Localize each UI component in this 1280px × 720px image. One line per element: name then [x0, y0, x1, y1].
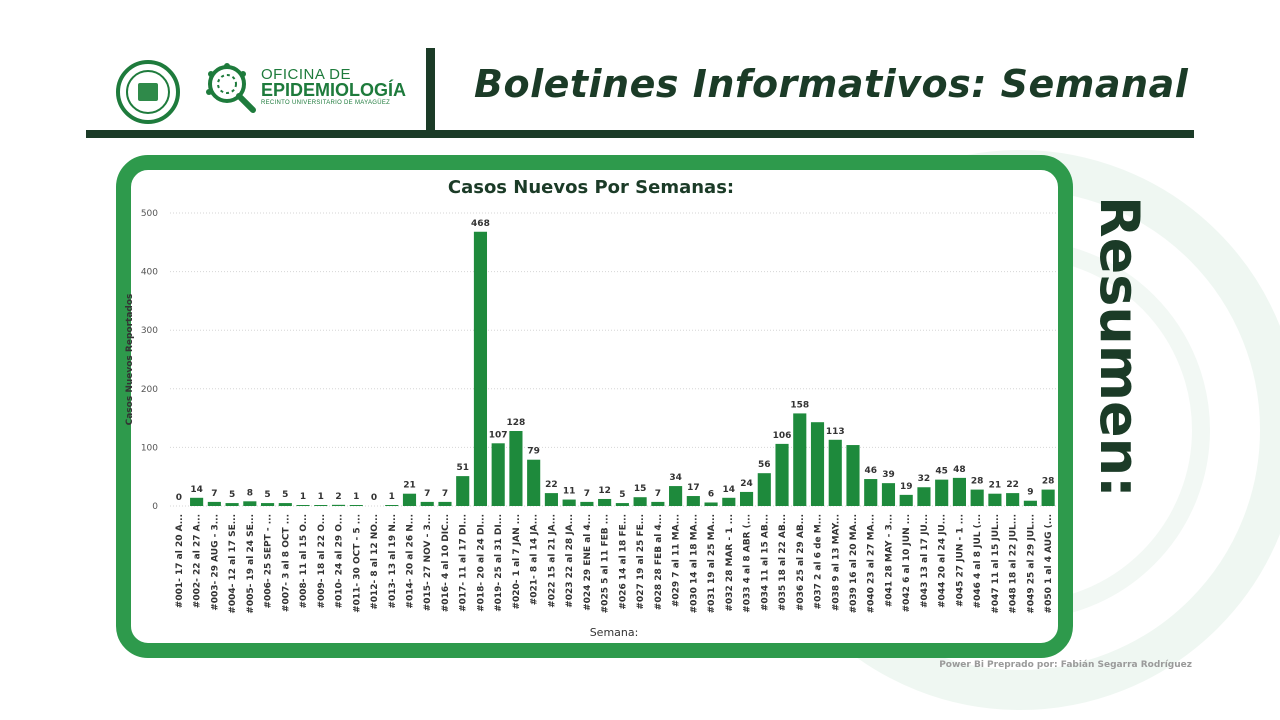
bar-data-label: 22	[545, 480, 558, 491]
x-tick-label: #026 14 al 18 FE...	[618, 514, 629, 610]
bar	[208, 502, 221, 506]
bar	[314, 505, 327, 506]
epidemiology-magnifier-icon	[203, 60, 257, 114]
bar	[917, 487, 930, 506]
x-tick-label: #015- 27 NOV - 3...	[423, 514, 434, 612]
x-tick-label: #044 20 al 24 JU...	[937, 514, 948, 608]
bar	[793, 413, 806, 506]
x-tick-label: #021- 8 al 14 JA...	[529, 514, 540, 606]
x-tick-label: #023 22 al 28 JA...	[565, 514, 576, 608]
bar-data-label: 5	[619, 490, 626, 501]
bar	[775, 444, 788, 506]
x-tick-label: #031 19 al 25 MA...	[707, 514, 718, 614]
bar-data-label: 46	[864, 466, 877, 477]
x-tick-label: #046 4 al 8 JUL (...	[973, 514, 984, 609]
x-tick-label: #042 6 al 10 JUN ...	[902, 514, 913, 613]
bar-data-label: 15	[633, 484, 647, 495]
bar-data-label: 28	[970, 476, 984, 487]
bar-data-label: 21	[988, 480, 1002, 491]
bar	[1024, 501, 1037, 506]
bar	[527, 460, 540, 506]
bar	[705, 502, 718, 506]
bar-data-label: 7	[211, 488, 218, 499]
bar-data-label: 39	[882, 470, 895, 481]
bar	[1006, 493, 1019, 506]
x-tick-label: #038 9 al 13 MAY...	[831, 514, 842, 612]
x-tick-label: #011- 30 OCT - 5 ...	[352, 514, 363, 613]
x-tick-label: #003- 29 AUG - 3...	[210, 514, 221, 611]
bar-data-label: 48	[953, 464, 966, 475]
y-tick-label: 200	[140, 384, 158, 395]
bar	[421, 502, 434, 506]
bar	[616, 503, 629, 506]
bar-data-label: 5	[264, 490, 271, 501]
bar	[811, 422, 824, 506]
x-tick-label: #048 18 al 22 JUL...	[1008, 514, 1019, 614]
bar	[829, 440, 842, 506]
x-tick-label: #005- 19 al 24 SE...	[245, 514, 256, 614]
x-tick-label: #019- 25 al 31 DI...	[494, 514, 505, 612]
x-tick-label: #009- 18 al 22 O...	[316, 514, 327, 609]
x-tick-label: #008- 11 al 15 O...	[299, 514, 310, 609]
y-tick-label: 500	[140, 209, 158, 219]
bar	[1042, 490, 1055, 506]
bar	[988, 494, 1001, 506]
bar-data-label: 1	[388, 492, 395, 502]
x-tick-label: #029 7 al 11 MA...	[671, 514, 682, 608]
bar	[403, 494, 416, 506]
bar	[971, 490, 984, 506]
x-tick-label: #022 15 al 21 JA...	[547, 514, 558, 608]
bar-data-label: 158	[790, 400, 810, 411]
x-tick-label: #032 28 MAR - 1 ...	[724, 514, 735, 612]
bar-data-label: 107	[488, 430, 508, 441]
x-tick-label: #034 11 al 15 AB...	[760, 514, 771, 612]
bar-data-label: 12	[598, 485, 611, 496]
x-tick-label: #047 11 al 15 JUL...	[990, 514, 1001, 614]
x-tick-label: #014- 20 al 26 N...	[405, 514, 416, 609]
bar	[456, 476, 469, 506]
bar	[332, 505, 345, 506]
bar-data-label: 11	[562, 486, 576, 497]
bar-data-label: 5	[282, 490, 289, 501]
bar	[864, 479, 877, 506]
bar	[598, 499, 611, 506]
bar	[740, 492, 753, 506]
bar-data-label: 28	[1041, 476, 1055, 487]
bar-data-label: 79	[527, 446, 540, 457]
bar	[722, 498, 735, 506]
bar	[474, 232, 487, 506]
bar-data-label: 113	[825, 426, 845, 437]
bar-data-label: 9	[1027, 487, 1034, 498]
bar-data-label: 19	[899, 481, 913, 492]
x-tick-label: #001- 17 al 20 A...	[174, 514, 185, 609]
bar-data-label: 17	[687, 483, 700, 494]
bar-data-label: 7	[654, 488, 661, 499]
bar-data-label: 5	[228, 490, 236, 501]
bar-data-label: 6	[707, 489, 715, 500]
page-title: Boletines Informativos: Semanal	[474, 62, 1189, 106]
y-axis-label: Casos Nuevos Reportados	[125, 293, 135, 426]
bar	[226, 503, 239, 506]
x-tick-label: #050 1 al 4 AUG (...	[1044, 514, 1055, 614]
bar	[758, 473, 771, 506]
bar-data-label: 7	[441, 488, 449, 499]
y-tick-label: 100	[140, 443, 158, 454]
x-tick-label: #020- 1 al 7 JAN ...	[511, 514, 522, 610]
bar-data-label: 32	[917, 474, 931, 485]
side-label: Resumen:	[1088, 196, 1151, 498]
bar-data-label: 0	[175, 493, 183, 503]
bar	[634, 497, 647, 506]
bar	[669, 486, 682, 506]
bar	[687, 496, 700, 506]
x-tick-label: #002- 22 al 27 A...	[192, 514, 203, 609]
bar-data-label: 106	[772, 430, 792, 441]
bar	[296, 505, 309, 506]
bar-data-label: 1	[353, 492, 360, 502]
bar	[563, 500, 576, 506]
x-tick-label: #030 14 al 18 MA...	[689, 514, 700, 614]
chart-title: Casos Nuevos Por Semanas:	[447, 177, 735, 198]
bar	[545, 493, 558, 506]
bar-data-label: 14	[722, 484, 736, 495]
x-tick-label: #028 28 FEB al 4...	[653, 514, 664, 611]
bar	[651, 502, 664, 506]
x-tick-label: #006- 25 SEPT - ...	[263, 514, 274, 609]
bar	[935, 480, 948, 506]
bar-data-label: 22	[1006, 480, 1019, 491]
x-tick-label: #045 27 JUN - 1 ...	[955, 514, 966, 607]
bar-data-label: 468	[471, 218, 490, 229]
x-tick-label: #024 29 ENE al 4...	[582, 514, 593, 611]
x-axis-label: Semana:	[589, 626, 639, 639]
office-line-1: OFICINA DE	[261, 66, 352, 83]
x-tick-label: #004- 12 al 17 SE...	[228, 514, 239, 614]
bar-data-label: 45	[935, 466, 948, 477]
x-tick-label: #012- 8 al 12 NO...	[370, 514, 381, 610]
office-line-2: EPIDEMIOLOGÍA	[261, 80, 407, 100]
x-tick-label: #039 16 al 20 MA...	[848, 514, 859, 614]
footer-credit: Power Bi Preprado por: Fabián Segarra Rodríguez	[939, 660, 1192, 670]
header-horizontal-divider	[86, 130, 1194, 138]
bar	[350, 505, 363, 506]
bar-data-label: 56	[758, 460, 771, 471]
bar	[385, 505, 398, 506]
bar-data-label: 128	[506, 417, 526, 428]
bar	[261, 503, 274, 506]
x-tick-label: #043 13 al 17 JU...	[919, 514, 930, 608]
x-tick-label: #010- 24 al 29 O...	[334, 514, 345, 609]
bar	[279, 503, 292, 506]
office-line-3: RECINTO UNIVERSITARIO DE MAYAGÜEZ	[261, 100, 391, 106]
bar-data-label: 14	[190, 484, 203, 495]
bar	[438, 502, 451, 506]
bar	[190, 498, 203, 506]
x-tick-label: #017- 11 al 17 DI...	[458, 514, 469, 612]
university-seal-icon	[116, 60, 180, 124]
bar-data-label: 1	[317, 492, 324, 502]
bar	[243, 501, 256, 506]
bar	[900, 495, 913, 506]
y-tick-label: 300	[140, 326, 158, 337]
bar-data-label: 7	[583, 488, 591, 499]
bar	[580, 502, 593, 506]
x-tick-label: #035 18 al 22 AB...	[778, 514, 789, 612]
x-tick-label: #040 23 al 27 MA...	[866, 514, 877, 614]
x-tick-label: #049 25 al 29 JUL...	[1026, 514, 1037, 614]
x-tick-label: #036 25 al 29 AB...	[795, 514, 806, 612]
x-tick-label: #027 19 al 25 FE...	[636, 514, 647, 610]
bar	[882, 483, 895, 506]
bar	[509, 431, 522, 506]
x-tick-label: #013- 13 al 19 N...	[387, 514, 398, 609]
bar	[846, 445, 859, 506]
x-tick-label: #025 5 al 11 FEB ...	[600, 514, 611, 614]
bar-data-label: 34	[669, 473, 682, 484]
bar-data-label: 8	[246, 488, 253, 499]
y-tick-label: 0	[152, 502, 158, 512]
x-tick-label: #016- 4 al 10 DIC...	[440, 514, 451, 613]
bar-data-label: 0	[370, 493, 378, 503]
header-vertical-divider	[426, 48, 435, 132]
bar	[492, 443, 505, 506]
bar-data-label: 51	[456, 463, 469, 474]
x-tick-label: #007- 3 al 8 OCT ...	[281, 514, 292, 613]
x-tick-label: #033 4 al 8 ABR (...	[742, 514, 753, 613]
bar-data-label: 21	[403, 480, 416, 491]
x-tick-label: #041 28 MAY - 3...	[884, 514, 895, 608]
bar-data-label: 2	[335, 491, 342, 502]
cases-bar-chart	[116, 155, 1073, 658]
bar-data-label: 1	[299, 492, 307, 502]
x-tick-label: #018- 20 al 24 DI...	[476, 514, 487, 612]
bar-data-label: 24	[740, 478, 753, 489]
x-tick-label: #037 2 al 6 de M...	[813, 514, 824, 610]
bar	[953, 478, 966, 506]
epidemiology-office-logo	[203, 56, 408, 120]
y-tick-label: 400	[140, 267, 158, 278]
bar-data-label: 7	[424, 488, 431, 499]
